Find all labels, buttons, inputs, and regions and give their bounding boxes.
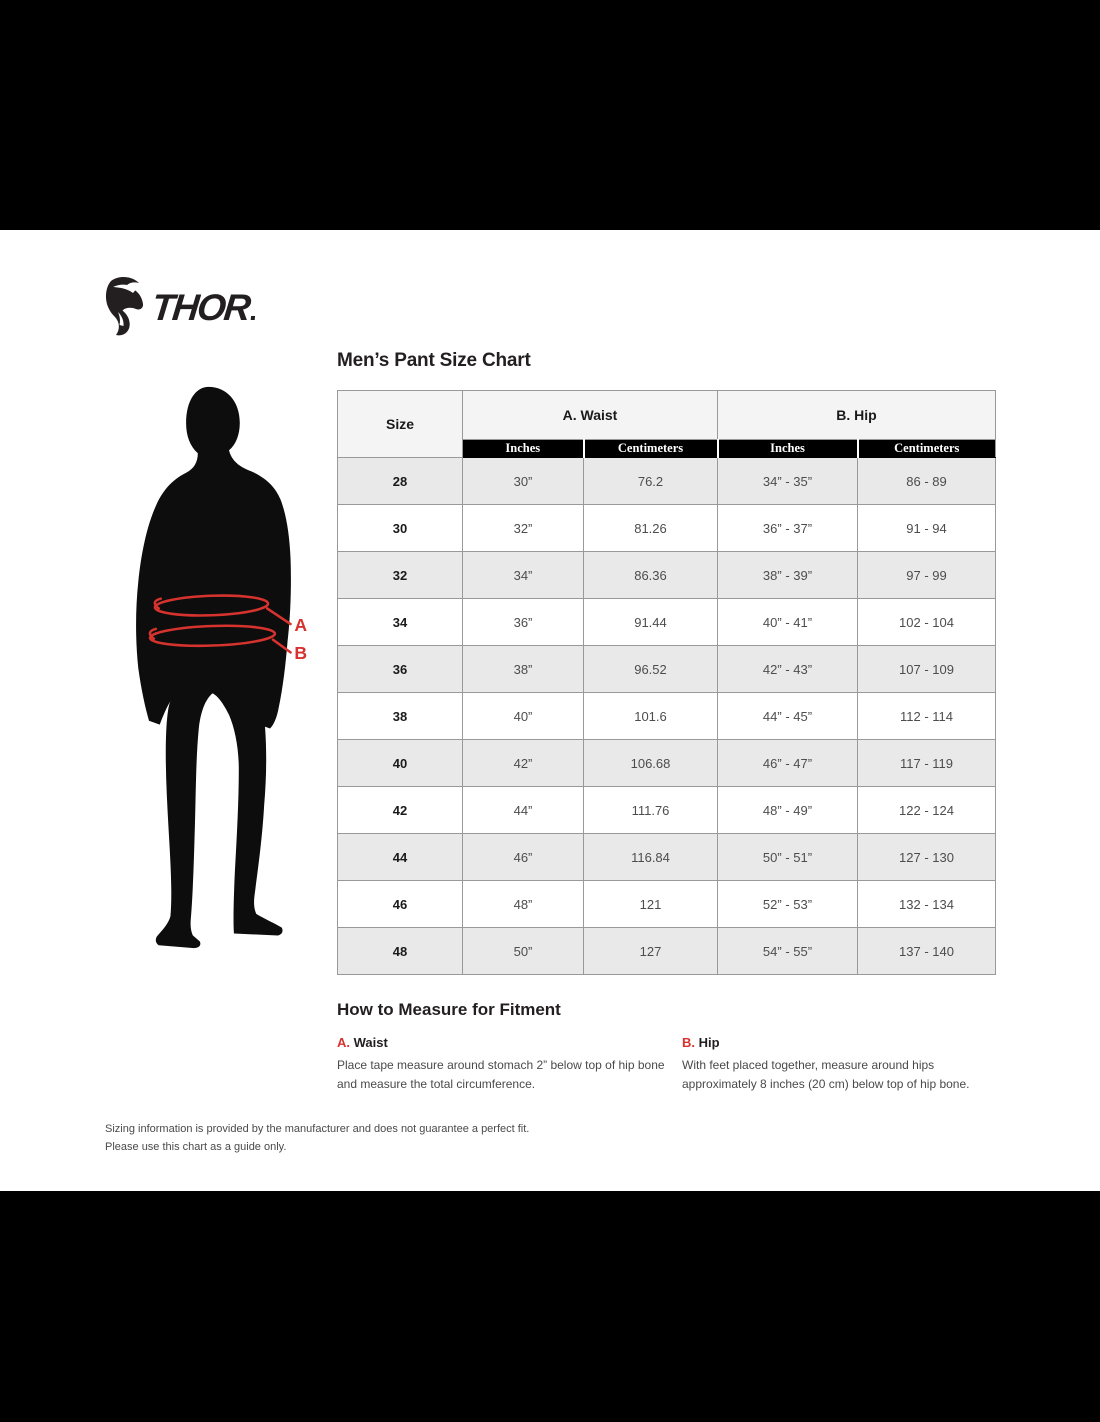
howto-hip-section bbox=[682, 1033, 1012, 1093]
size-cell: 48 bbox=[338, 928, 463, 975]
value-cell: 76.2 bbox=[584, 458, 718, 505]
disclaimer-line-1: Sizing information is provided by the manufacturer and does not guarantee a perfect fit. bbox=[105, 1123, 530, 1135]
size-cell: 42 bbox=[338, 787, 463, 834]
table-row bbox=[338, 505, 996, 552]
value-cell: 137 - 140 bbox=[858, 928, 996, 975]
value-cell: 40” bbox=[463, 693, 584, 740]
value-cell: 127 - 130 bbox=[858, 834, 996, 881]
table-row bbox=[338, 928, 996, 975]
male-silhouette-figure bbox=[108, 378, 313, 958]
column-group-hip: B. Hip bbox=[718, 391, 996, 440]
value-cell: 91.44 bbox=[584, 599, 718, 646]
value-cell: 106.68 bbox=[584, 740, 718, 787]
table-row bbox=[338, 787, 996, 834]
value-cell: 48” - 49” bbox=[718, 787, 858, 834]
disclaimer bbox=[105, 1121, 529, 1156]
subheader-waist-inches: Inches bbox=[463, 440, 584, 458]
subheader-waist-centimeters: Centimeters bbox=[584, 440, 718, 458]
value-cell: 48” bbox=[463, 881, 584, 928]
value-cell: 127 bbox=[584, 928, 718, 975]
value-cell: 32” bbox=[463, 505, 584, 552]
table-row bbox=[338, 834, 996, 881]
size-cell: 30 bbox=[338, 505, 463, 552]
howto-waist-letter: A. bbox=[337, 1035, 350, 1050]
size-table bbox=[337, 390, 996, 975]
goat-head-icon bbox=[104, 276, 148, 338]
value-cell: 52” - 53” bbox=[718, 881, 858, 928]
howto-hip-name: Hip bbox=[695, 1035, 720, 1050]
value-cell: 101.6 bbox=[584, 693, 718, 740]
table-row bbox=[338, 552, 996, 599]
value-cell: 42” bbox=[463, 740, 584, 787]
value-cell: 50” bbox=[463, 928, 584, 975]
bottom-letterbox-bar bbox=[0, 1191, 1100, 1422]
value-cell: 86.36 bbox=[584, 552, 718, 599]
hip-marker-label: B bbox=[294, 643, 308, 664]
value-cell: 54” - 55” bbox=[718, 928, 858, 975]
subheader-hip-inches: Inches bbox=[718, 440, 858, 458]
size-cell: 38 bbox=[338, 693, 463, 740]
value-cell: 112 - 114 bbox=[858, 693, 996, 740]
table-row bbox=[338, 740, 996, 787]
value-cell: 117 - 119 bbox=[858, 740, 996, 787]
size-cell: 44 bbox=[338, 834, 463, 881]
table-row bbox=[338, 458, 996, 505]
howto-waist-name: Waist bbox=[350, 1035, 388, 1050]
value-cell: 107 - 109 bbox=[858, 646, 996, 693]
waist-marker-label: A bbox=[294, 614, 308, 635]
howto-waist-section bbox=[337, 1033, 682, 1093]
howto-title: How to Measure for Fitment bbox=[337, 1000, 561, 1019]
value-cell: 36” - 37” bbox=[718, 505, 858, 552]
size-cell: 36 bbox=[338, 646, 463, 693]
value-cell: 97 - 99 bbox=[858, 552, 996, 599]
value-cell: 86 - 89 bbox=[858, 458, 996, 505]
size-table-body bbox=[338, 458, 996, 975]
value-cell: 30” bbox=[463, 458, 584, 505]
value-cell: 34” bbox=[463, 552, 584, 599]
subheader-hip-centimeters: Centimeters bbox=[858, 440, 996, 458]
value-cell: 122 - 124 bbox=[858, 787, 996, 834]
value-cell: 46” - 47” bbox=[718, 740, 858, 787]
thor-logo-text: THOR bbox=[150, 289, 258, 326]
table-row bbox=[338, 693, 996, 740]
value-cell: 44” bbox=[463, 787, 584, 834]
howto-waist-text: Place tape measure around stomach 2” below top of hip bone and measure the total circumference. bbox=[337, 1058, 665, 1091]
value-cell: 42” - 43” bbox=[718, 646, 858, 693]
value-cell: 121 bbox=[584, 881, 718, 928]
value-cell: 96.52 bbox=[584, 646, 718, 693]
value-cell: 91 - 94 bbox=[858, 505, 996, 552]
howto-waist-heading bbox=[337, 1033, 682, 1053]
value-cell: 40” - 41” bbox=[718, 599, 858, 646]
table-row bbox=[338, 881, 996, 928]
size-cell: 28 bbox=[338, 458, 463, 505]
page-title: Men’s Pant Size Chart bbox=[337, 350, 531, 371]
howto-hip-text: With feet placed together, measure around hips approximately 8 inches (20 cm) below top of hip bone. bbox=[682, 1058, 970, 1091]
value-cell: 102 - 104 bbox=[858, 599, 996, 646]
table-row bbox=[338, 599, 996, 646]
value-cell: 116.84 bbox=[584, 834, 718, 881]
value-cell: 46” bbox=[463, 834, 584, 881]
thor-logo bbox=[104, 276, 256, 338]
size-cell: 46 bbox=[338, 881, 463, 928]
value-cell: 81.26 bbox=[584, 505, 718, 552]
size-cell: 34 bbox=[338, 599, 463, 646]
value-cell: 111.76 bbox=[584, 787, 718, 834]
value-cell: 36” bbox=[463, 599, 584, 646]
value-cell: 44” - 45” bbox=[718, 693, 858, 740]
value-cell: 50” - 51” bbox=[718, 834, 858, 881]
howto-hip-heading bbox=[682, 1033, 1012, 1053]
size-cell: 32 bbox=[338, 552, 463, 599]
size-cell: 40 bbox=[338, 740, 463, 787]
value-cell: 38” bbox=[463, 646, 584, 693]
column-group-waist: A. Waist bbox=[463, 391, 718, 440]
value-cell: 132 - 134 bbox=[858, 881, 996, 928]
column-header-size: Size bbox=[338, 391, 463, 458]
howto-hip-letter: B. bbox=[682, 1035, 695, 1050]
value-cell: 38” - 39” bbox=[718, 552, 858, 599]
table-row bbox=[338, 646, 996, 693]
value-cell: 34” - 35” bbox=[718, 458, 858, 505]
top-letterbox-bar bbox=[0, 0, 1100, 230]
disclaimer-line-2: Please use this chart as a guide only. bbox=[105, 1140, 287, 1153]
